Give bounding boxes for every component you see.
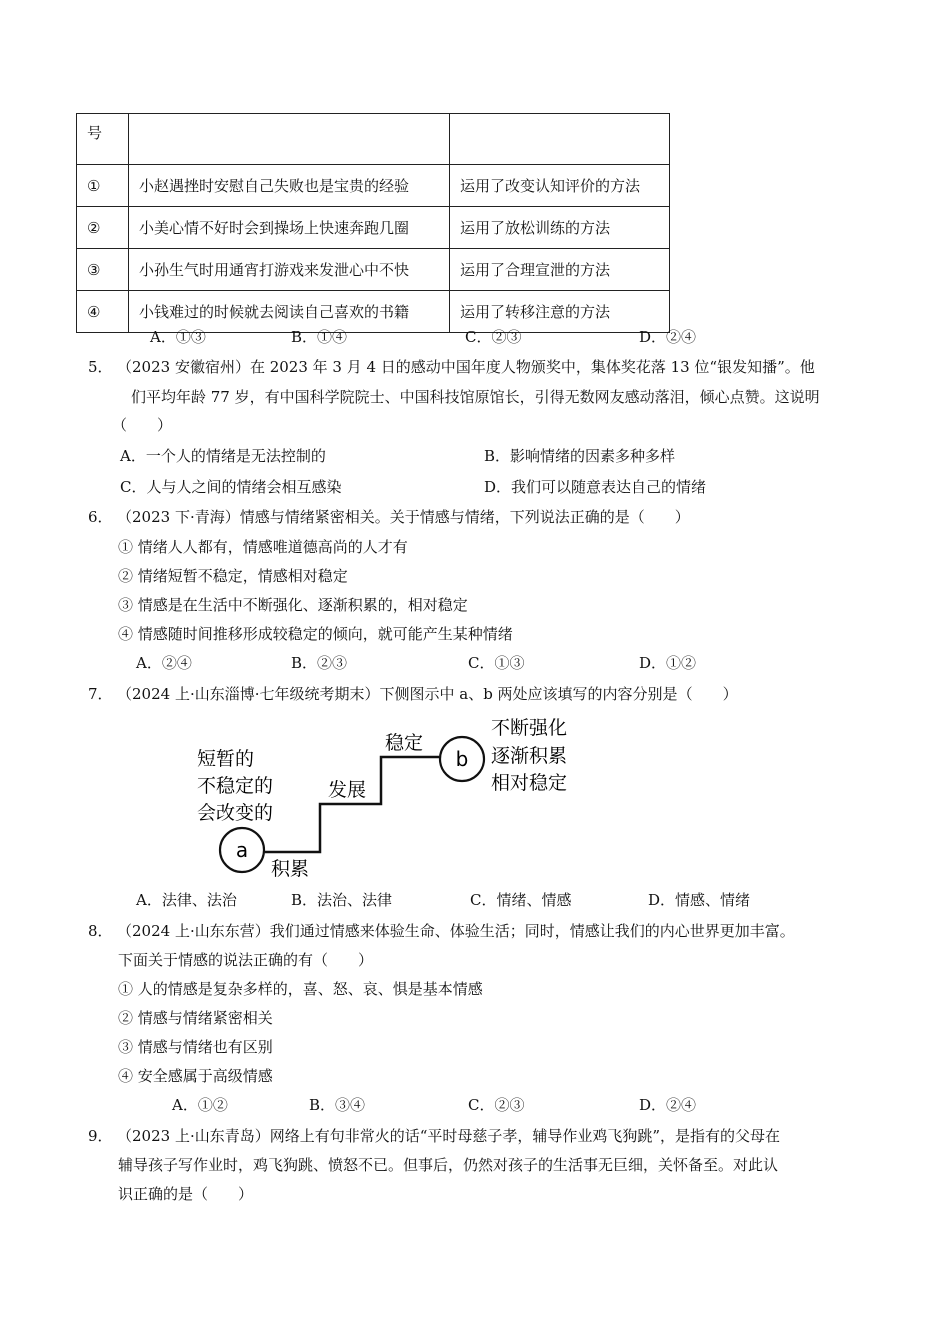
row-behavior: 小孙生气时用通宵打游戏来发泄心中不快 bbox=[129, 249, 450, 291]
q8-option-d[interactable]: D．②④ bbox=[639, 1096, 697, 1114]
label-b: b bbox=[455, 747, 469, 771]
table-row bbox=[77, 165, 670, 207]
row-behavior: 小赵遇挫时安慰自己失败也是宝贵的经验 bbox=[129, 165, 450, 207]
right-text-line: 不断强化 bbox=[491, 717, 568, 739]
header-cell-behavior bbox=[129, 114, 450, 165]
left-text-line: 会改变的 bbox=[197, 802, 274, 824]
left-text-line: 短暂的 bbox=[197, 748, 255, 770]
left-text-line: 不稳定的 bbox=[197, 775, 274, 797]
header-cell-method bbox=[450, 114, 670, 165]
q6-option-d[interactable]: D．①② bbox=[639, 654, 697, 672]
row-number: ② bbox=[77, 207, 129, 249]
row-number: ④ bbox=[77, 291, 129, 333]
q7-option-b[interactable]: B．法治、法律 bbox=[291, 891, 393, 909]
q8-number: 8． bbox=[88, 922, 113, 940]
method-table bbox=[76, 113, 670, 333]
row-behavior: 小美心情不好时会到操场上快速奔跑几圈 bbox=[129, 207, 450, 249]
row-method: 运用了放松训练的方法 bbox=[450, 207, 670, 249]
q9-stem-line: 识正确的是（ ） bbox=[118, 1185, 254, 1203]
q5-option-d[interactable]: D．我们可以随意表达自己的情绪 bbox=[484, 478, 707, 496]
q6-item: ② 情绪短暂不稳定，情感相对稳定 bbox=[118, 567, 348, 585]
q8-stem-line: （2024 上·山东东营）我们通过情感来体验生命、体验生活；同时，情感让我们的内心世界更加丰富。 bbox=[117, 922, 795, 940]
staircase-line bbox=[265, 757, 439, 852]
q8-item: ③ 情感与情绪也有区别 bbox=[118, 1038, 273, 1056]
right-text-line: 相对稳定 bbox=[491, 772, 568, 794]
q9-stem-line: （2023 上·山东青岛）网络上有句非常火的话“平时母慈子孝，辅导作业鸡飞狗跳”，是指有的父母在 bbox=[117, 1127, 781, 1145]
row-method: 运用了改变认知评价的方法 bbox=[450, 165, 670, 207]
q7-option-c[interactable]: C．情绪、情感 bbox=[470, 891, 572, 909]
q4-option-d[interactable]: D．②④ bbox=[639, 328, 697, 346]
q5-stem-line: 们平均年龄 77 岁，有中国科学院院士、中国科技馆原馆长，引得无数网友感动落泪，倾心点赞。这说明 bbox=[131, 388, 820, 406]
q9-number: 9． bbox=[88, 1127, 113, 1145]
q8-option-b[interactable]: B．③④ bbox=[309, 1096, 366, 1114]
q8-item: ④ 安全感属于高级情感 bbox=[118, 1067, 273, 1085]
q5-option-b[interactable]: B．影响情绪的因素多种多样 bbox=[484, 447, 676, 465]
row-behavior: 小钱难过的时候就去阅读自己喜欢的书籍 bbox=[129, 291, 450, 333]
row-number: ① bbox=[77, 165, 129, 207]
table-header-row bbox=[77, 114, 670, 165]
q7-option-d[interactable]: D．情感、情绪 bbox=[648, 891, 751, 909]
q6-item: ④ 情感随时间推移形成较稳定的倾向，就可能产生某种情绪 bbox=[118, 625, 513, 643]
emotion-development-diagram bbox=[185, 712, 605, 882]
q8-option-c[interactable]: C．②③ bbox=[468, 1096, 525, 1114]
q8-stem-line: 下面关于情感的说法正确的有（ ） bbox=[118, 951, 374, 969]
q8-item: ② 情感与情绪紧密相关 bbox=[118, 1009, 273, 1027]
q6-option-b[interactable]: B．②③ bbox=[291, 654, 348, 672]
header-cell-number: 号 bbox=[77, 114, 129, 165]
q6-option-c[interactable]: C．①③ bbox=[468, 654, 525, 672]
q9-stem-line: 辅导孩子写作业时，鸡飞狗跳、愤怒不已。但事后，仍然对孩子的生活事无巨细，关怀备至。对此认 bbox=[118, 1156, 779, 1174]
q6-number: 6． bbox=[88, 508, 113, 526]
q4-option-c[interactable]: C．②③ bbox=[465, 328, 522, 346]
step-label-develop: 发展 bbox=[328, 779, 367, 801]
q8-item: ① 人的情感是复杂多样的，喜、怒、哀、惧是基本情感 bbox=[118, 980, 483, 998]
q5-option-a[interactable]: A．一个人的情绪是无法控制的 bbox=[120, 447, 326, 465]
row-method: 运用了合理宣泄的方法 bbox=[450, 249, 670, 291]
step-label-stable: 稳定 bbox=[385, 732, 424, 754]
right-text-line: 逐渐积累 bbox=[491, 745, 568, 767]
table-row bbox=[77, 207, 670, 249]
row-method: 运用了转移注意的方法 bbox=[450, 291, 670, 333]
step-label-accumulate: 积累 bbox=[271, 858, 310, 880]
q5-option-c[interactable]: C．人与人之间的情绪会相互感染 bbox=[120, 478, 342, 496]
q5-answer-blank: （ ） bbox=[112, 416, 173, 434]
q5-number: 5． bbox=[88, 358, 113, 376]
q8-option-a[interactable]: A．①② bbox=[172, 1096, 228, 1114]
q6-item: ① 情绪人人都有，情感唯道德高尚的人才有 bbox=[118, 538, 408, 556]
label-a: a bbox=[235, 838, 249, 862]
q6-stem: （2023 下·青海）情感与情绪紧密相关。关于情感与情绪，下列说法正确的是（ ） bbox=[117, 508, 690, 526]
q6-option-a[interactable]: A．②④ bbox=[136, 654, 192, 672]
q6-item: ③ 情感是在生活中不断强化、逐渐积累的，相对稳定 bbox=[118, 596, 468, 614]
row-number: ③ bbox=[77, 249, 129, 291]
table-row bbox=[77, 249, 670, 291]
q4-option-a[interactable]: A．①③ bbox=[150, 328, 206, 346]
q5-stem-line: （2023 安徽宿州）在 2023 年 3 月 4 日的感动中国年度人物颁奖中，集体奖花落 13 位“银发知播”。他 bbox=[117, 358, 815, 376]
q4-option-b[interactable]: B．①④ bbox=[291, 328, 348, 346]
q7-number: 7． bbox=[88, 685, 113, 703]
q7-option-a[interactable]: A．法律、法治 bbox=[136, 891, 237, 909]
q7-stem: （2024 上·山东淄博·七年级统考期末）下侧图示中 a、b 两处应该填写的内容分别是（ ） bbox=[117, 685, 738, 703]
